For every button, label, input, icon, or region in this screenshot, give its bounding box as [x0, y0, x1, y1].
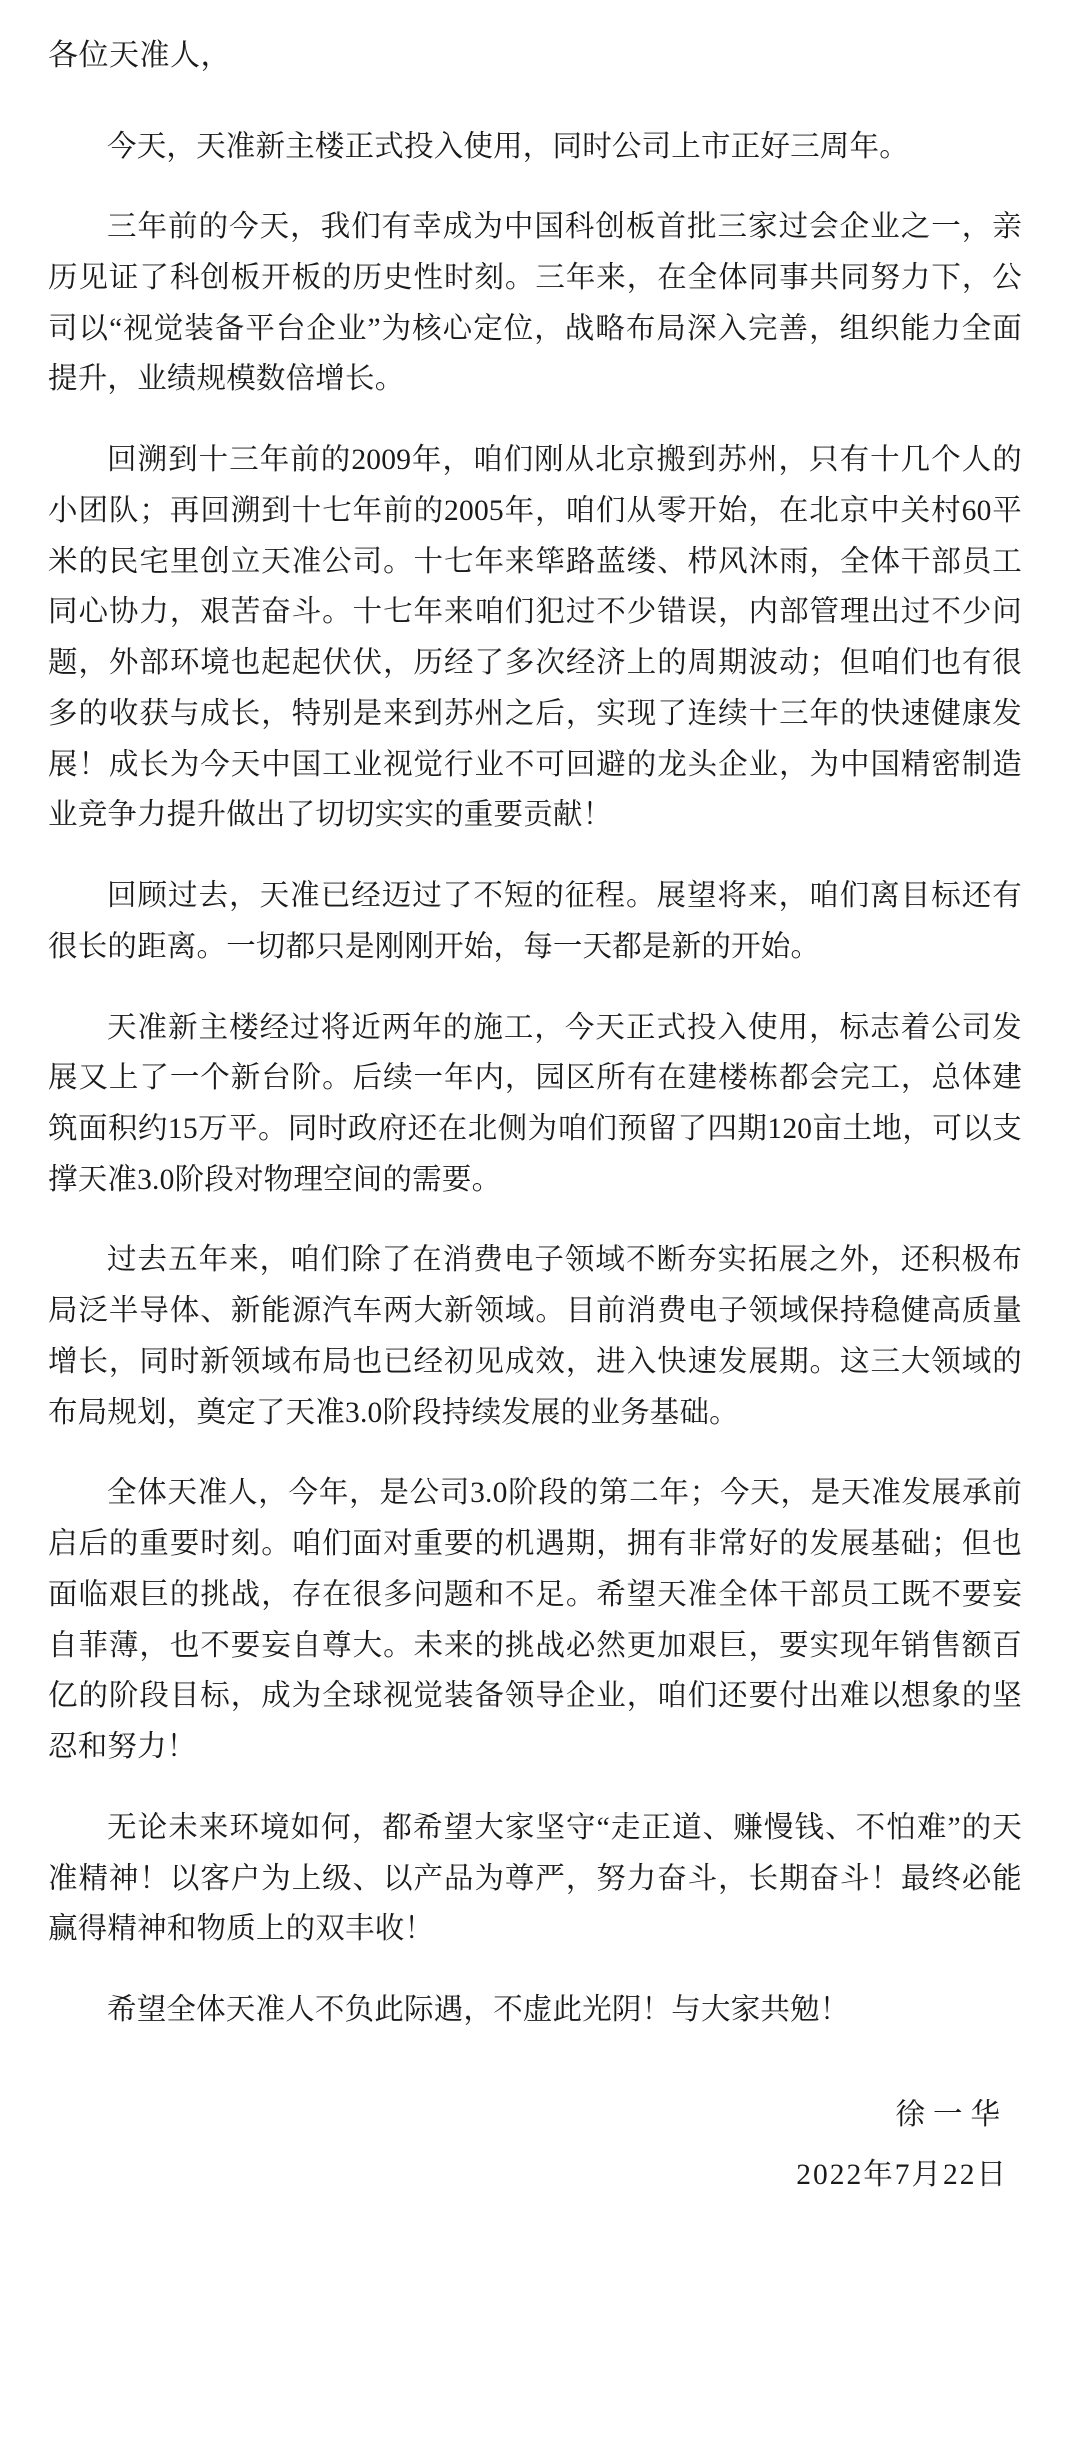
signature-block: [48, 2090, 1022, 2200]
paragraph-5: 天准新主楼经过将近两年的施工，今天正式投入使用，标志着公司发展又上了一个新台阶。后续一年内，园区所有在建楼栋都会完工，总体建筑面积约15万平。同时政府还在北侧为咱们预留了四期120亩土地，可以支撑天准3.0阶段对物理空间的需要。: [48, 1011, 1022, 1196]
signature-date: 2022年7月22日: [796, 2158, 1008, 2191]
signature-name: 徐一华: [895, 2098, 1008, 2131]
paragraph-4: 回顾过去，天准已经迈过了不短的征程。展望将来，咱们离目标还有很长的距离。一切都只是刚刚开始，每一天都是新的开始。: [48, 880, 1022, 963]
paragraph-2: 三年前的今天，我们有幸成为中国科创板首批三家过会企业之一，亲历见证了科创板开板的历史性时刻。三年来，在全体同事共同努力下，公司以“视觉装备平台企业”为核心定位，战略布局深入完善，组织能力全面提升，业绩规模数倍增长。: [48, 211, 1022, 396]
paragraph-9: 希望全体天准人不负此际遇，不虚此光阴！与大家共勉！: [107, 1994, 850, 2026]
paragraph-6: 过去五年来，咱们除了在消费电子领域不断夯实拓展之外，还积极布局泛半导体、新能源汽车两大新领域。目前消费电子领域保持稳健高质量增长，同时新领域布局也已经初见成效，进入快速发展期。这三大领域的布局规划，奠定了天准3.0阶段持续发展的业务基础。: [48, 1244, 1022, 1429]
paragraph-3: 回溯到十三年前的2009年，咱们刚从北京搬到苏州，只有十几个人的小团队；再回溯到十七年前的2005年，咱们从零开始，在北京中关村60平米的民宅里创立天准公司。十七年来筚路蓝缕、栉风沐雨，全体干部员工同心协力，艰苦奋斗。十七年来咱们犯过不少错误，内部管理出过不少问题，外部环境也起起伏伏，历经了多次经济上的周期波动；但咱们也有很多的收获与成长，特别是来到苏州之后，实现了连续十三年的快速健康发展！成长为今天中国工业视觉行业不可回避的龙头企业，为中国精密制造业竞争力提升做出了切切实实的重要贡献！: [48, 444, 1022, 832]
salutation: 各位天准人，: [48, 39, 231, 72]
paragraph-7: 全体天准人，今年，是公司3.0阶段的第二年；今天，是天准发展承前启后的重要时刻。咱们面对重要的机遇期，拥有非常好的发展基础；但也面临艰巨的挑战，存在很多问题和不足。希望天准全体干部员工既不要妄自菲薄，也不要妄自尊大。未来的挑战必然更加艰巨，要实现年销售额百亿的阶段目标，成为全球视觉装备领导企业，咱们还要付出难以想象的坚忍和努力！: [48, 1477, 1022, 1764]
paragraph-8: 无论未来环境如何，都希望大家坚守“走正道、赚慢钱、不怕难”的天准精神！以客户为上级、以产品为尊严，努力奋斗，长期奋斗！最终必能赢得精神和物质上的双丰收！: [48, 1811, 1022, 1946]
paragraph-1: 今天，天准新主楼正式投入使用，同时公司上市正好三周年。: [107, 130, 909, 163]
